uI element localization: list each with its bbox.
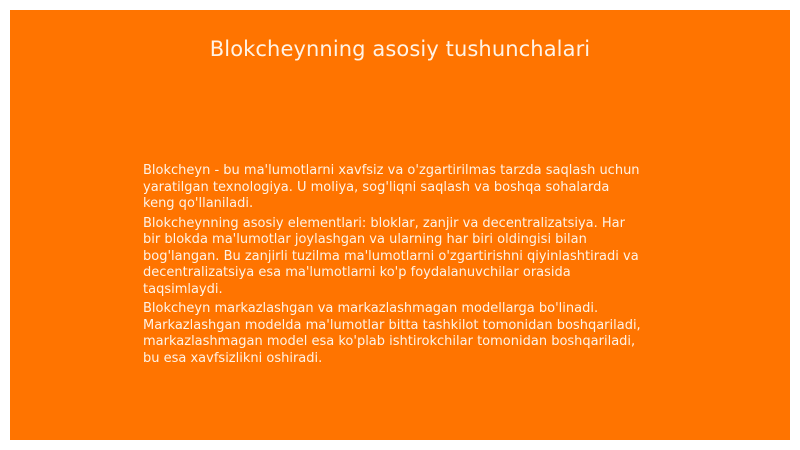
slide: [10, 10, 790, 440]
slide-title: Blokcheynning asosiy tushunchalari: [209, 37, 591, 61]
paragraph-1: Blokcheyn - bu ma'lumotlarni xavfsiz va o'zgartirilmas tarzda saqlash uchun yaratilgan texnologiya. U moliya, sog'liqni saqlash va boshqa sohalarda keng qo'llaniladi.: [143, 163, 640, 211]
paragraph-3: Blokcheyn markazlashgan va markazlashmagan modellarga bo'linadi. Markazlashgan modelda ma'lumotlar bitta tashkilot tomonidan boshqariladi, markazlashmagan model esa ko'plab ishtirokchilar tomonidan boshqariladi, bu esa xavfsizlikni oshiradi.: [143, 301, 641, 366]
paragraph-2: Blokcheynning asosiy elementlari: bloklar, zanjir va decentralizatsiya. Har bir blokda ma'lumotlar joylashgan va ularning har biri oldingisi bilan bog'langan. Bu zanjirli tuzilma ma'lumotlarni o'zgartirishni qiyinlashtiradi va decentralizatsiya esa ma'lumotlarni ko'p foydalanuvchilar orasida taqsimlaydi.: [143, 215, 639, 297]
slide-body: [143, 163, 643, 370]
